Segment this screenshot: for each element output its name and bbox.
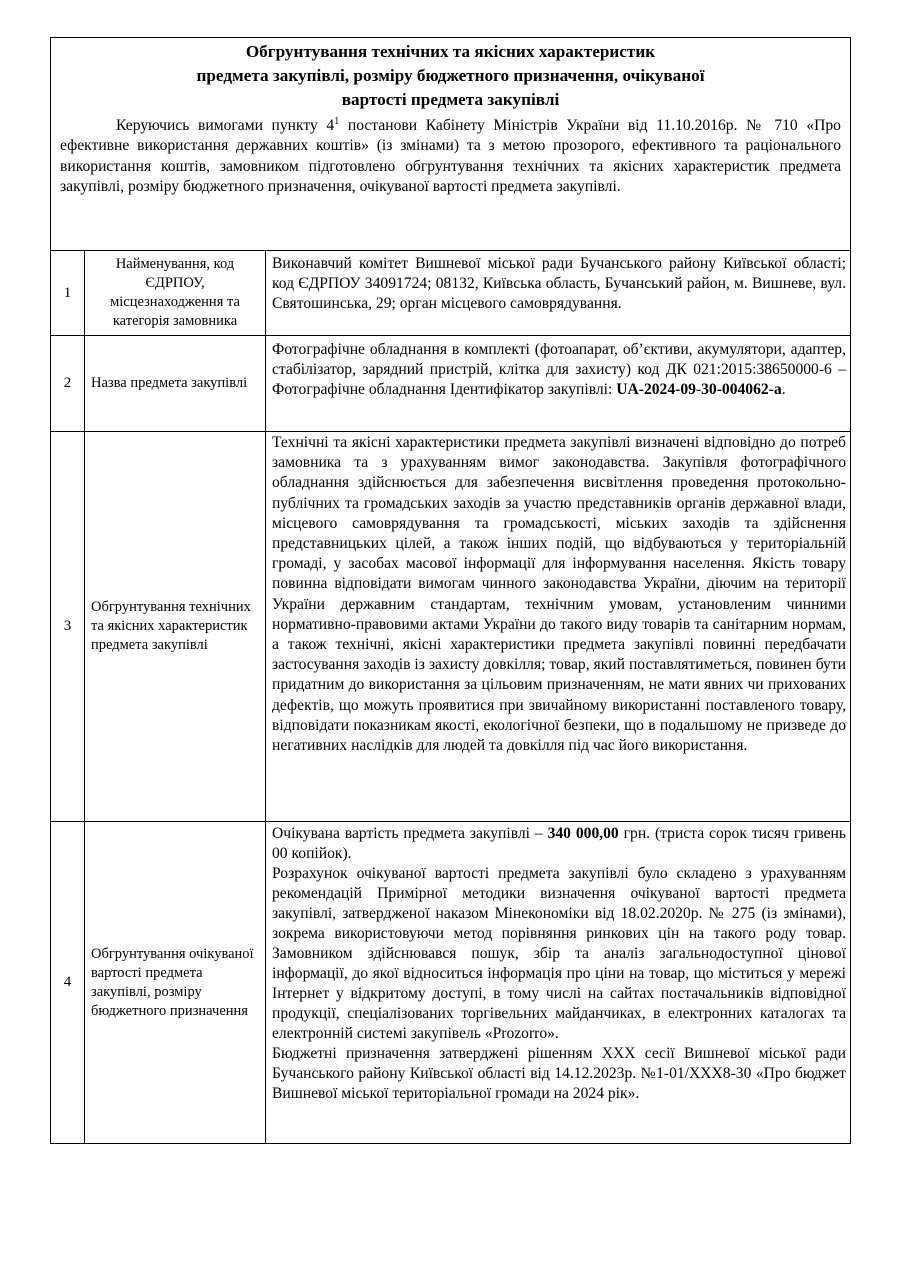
intro-paragraph xyxy=(60,116,841,198)
document-frame xyxy=(50,37,851,1144)
row-label-text: Обгрунтування технічних та якісних характеристик предмета закупівлі xyxy=(91,599,251,653)
row-number: 3 xyxy=(51,432,85,821)
table-row-4 xyxy=(51,822,850,1143)
row-label xyxy=(85,432,266,821)
table-row-3 xyxy=(51,432,850,822)
row-label-text: Обгрунтування очікуваної вартості предмета закупівлі, розміру бюджетного призначення xyxy=(91,945,254,1019)
row-value: Виконавчий комітет Вишневої міської ради Бучанського району Київської області; код ЄДРПОУ 34091724; 08132, Київська область, Бучанський район, м. Вишневе, вул. Святошинська, 29; орган місцевого самоврядування. xyxy=(272,255,846,313)
row-label-text: Назва предмета закупівлі xyxy=(91,375,248,391)
table-row-2 xyxy=(51,336,850,432)
expected-cost-words: грн. (триста сорок тисяч гривень 00 копійок). xyxy=(272,825,847,862)
expected-cost-amount: 340 000,00 xyxy=(547,825,619,842)
table-row-1 xyxy=(51,251,850,336)
row-number: 2 xyxy=(51,336,85,431)
intro-superscript: 1 xyxy=(334,115,340,127)
title-line-1: Обгрунтування технічних та якісних характеристик xyxy=(245,42,656,61)
row-number: 1 xyxy=(51,251,85,335)
title-line-2: предмета закупівлі, розміру бюджетного призначення, очікуваної xyxy=(196,66,705,85)
row-label xyxy=(85,336,266,431)
row-value-end: . xyxy=(781,381,786,399)
row-value xyxy=(266,336,850,431)
title-line-3: вартості предмета закупівлі xyxy=(341,90,560,109)
row-number: 4 xyxy=(51,822,85,1143)
row-value xyxy=(266,822,850,1143)
row-value: Технічні та якісні характеристики предмета закупівлі визначені відповідно до потреб замовника та з урахуванням вимог законодавства. Закупівля фотографічного обладнання здійснюється для забезпечення висвітлення проведення протокольно-публічних та громадських заходів за участю представників органів державної влади, місцевого самоврядування та громадськості, міських заходів та здійснення представницьких цілей, а також інших подій, що відбуваються у територіальній громаді, у засобах масової інформації для інформування населення. Якість товару повинна відповідати вимогам чинного законодавства України, діючим на території України державним стандартам, технічним умовам, установленим чинними нормативно-правовими актами України до такого виду товарів та санітарним нормам, а також технічні, якісні характеристики предмета закупівлі повинні передбачати застосування заходів із захисту довкілля; товар, який поставлятиметься, повинен бути придатним до використання за цільовим призначенням, не мати явних чи прихованих дефектів, що можуть проявитися при звичайному використанні поставленого товару, відповідати показникам якості, екологічної безпеки, що в подальшому не призведе до негативних наслідків для людей та довкілля під час його використання. xyxy=(272,434,846,755)
intro-text-start: Керуючись вимогами пункту 4 xyxy=(116,117,335,134)
expected-cost-paragraph xyxy=(272,824,846,864)
budget-paragraph: Бюджетні призначення затверджені рішенням XXX сесії Вишневої міської ради Бучанського району Київської області від 14.12.2023р. №1-01/XXX8-30 «Про бюджет Вишневої міської територіальної громади на 2024 рік». xyxy=(272,1045,846,1102)
row-label xyxy=(85,822,266,1143)
procurement-id: UA-2024-09-30-004062-a xyxy=(616,381,782,399)
calculation-paragraph: Розрахунок очікуваної вартості предмета закупівлі було складено з урахуванням рекомендацій Примірної методики визначення очікуваної вартості предмета закупівлі, затвердженої наказом Мінекономіки від 18.02.2020р. № 275 (із змінами), зокрема використовуючи метод порівняння ринкових цін на такого роду товар. Замовником здійснювався пошук, збір та аналіз загальнодоступної цінової інформації, до якої відноситься інформація про ціни на товар, що міститься у мережі Інтернет у відкритому доступі, в тому числі на сайтах постачальників відповідної продукції, спеціалізованих торгівельних майданчиках, в електронних каталогах та електронній системі закупівель «Prozorro». xyxy=(272,865,846,1042)
expected-cost-text: Очікувана вартість предмета закупівлі – xyxy=(272,825,548,842)
intro-text-rest: постанови Кабінету Міністрів України від 11.10.2016р. № 710 «Про ефективне використання державних коштів» (із змінами) та з метою прозорого, ефективного та раціонального використання коштів, замовником підготовлено обгрунтування технічних та якісних характеристик предмета закупівлі, розміру бюджетного призначення, очікуваної вартості предмета закупівлі. xyxy=(60,117,841,196)
document-title xyxy=(60,40,841,112)
row-label: Найменування, код ЄДРПОУ, місцезнаходження та категорія замовника xyxy=(85,251,266,335)
document-header xyxy=(51,38,850,251)
row-value-text: Фотографічне обладнання в комплекті (фотоапарат, об’єктиви, акумулятори, адаптер, стабілізатор, зарядний пристрій, клітка для захисту) код ДК 021:2015:38650000-6 – Фотографічне обладнання Ідентифікатор закупівлі: xyxy=(272,341,846,399)
